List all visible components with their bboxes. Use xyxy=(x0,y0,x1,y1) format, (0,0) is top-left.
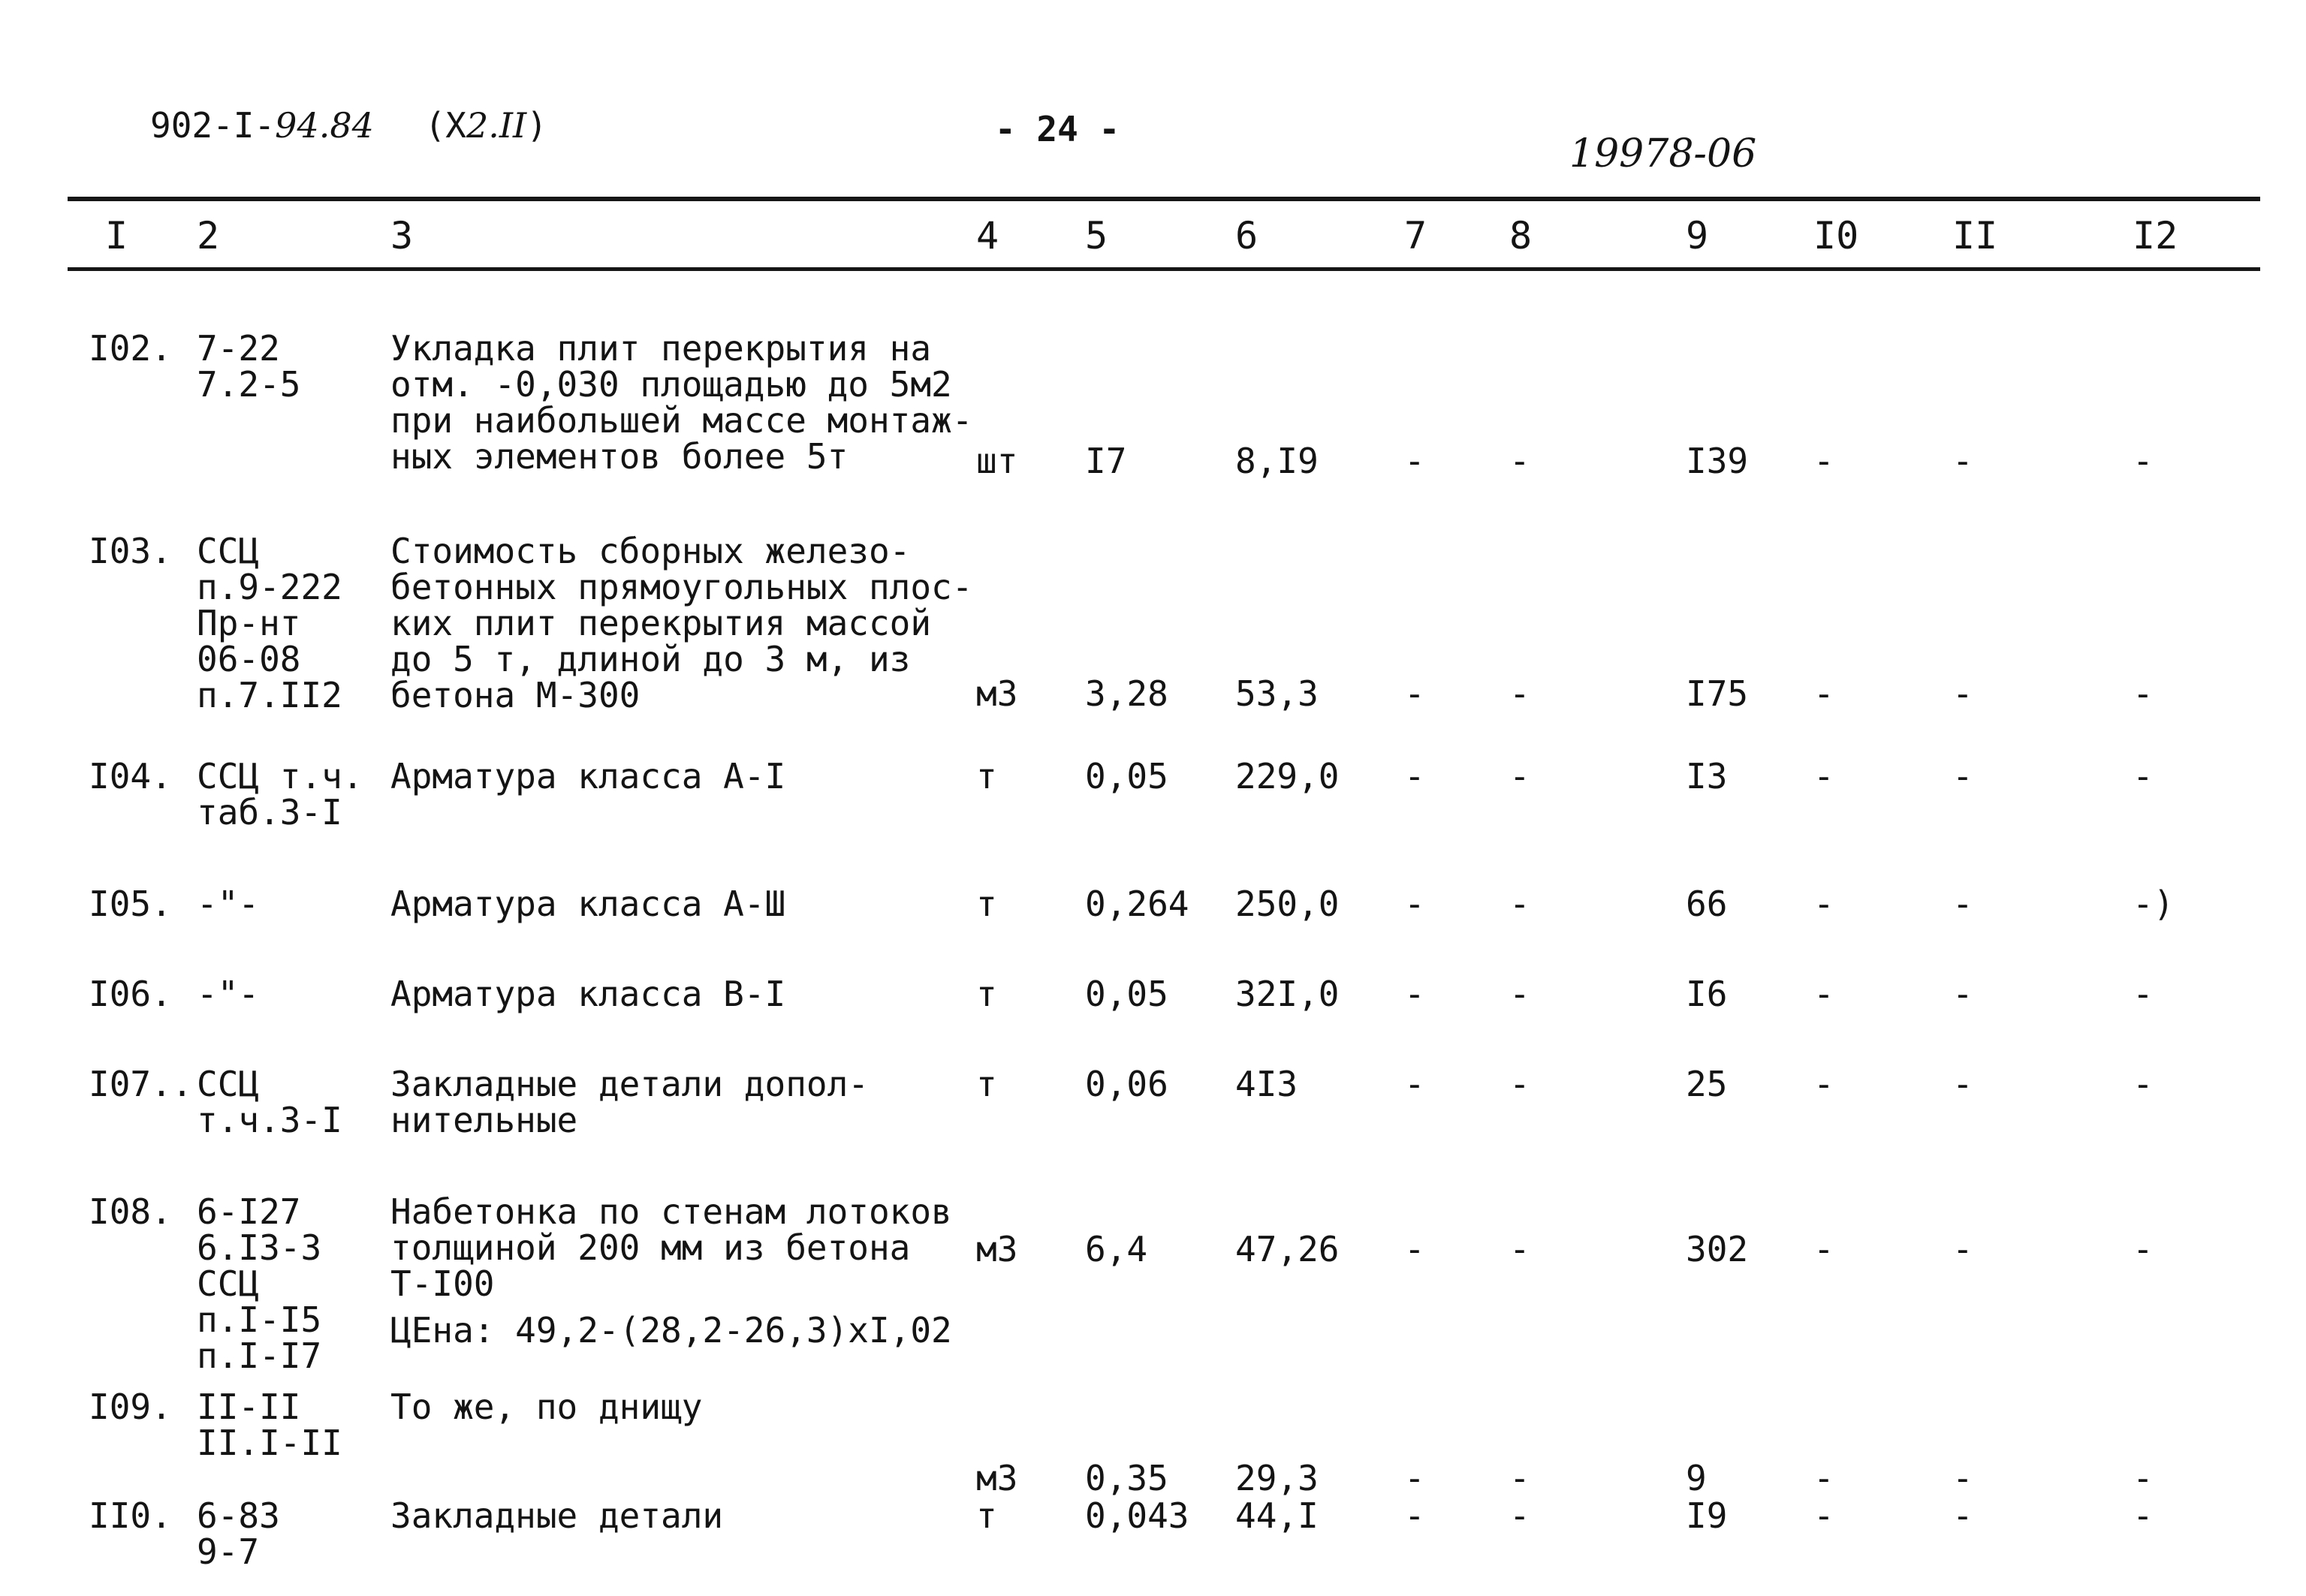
quantity: 0,35 xyxy=(1085,1458,1168,1498)
work-description-line: Арматура класса А-Ш xyxy=(390,884,786,924)
total-cost: 302 xyxy=(1686,1229,1749,1269)
norm-reference-line: II.I-II xyxy=(197,1423,342,1463)
norm-reference-line: II-II xyxy=(197,1387,301,1427)
doc-section-printed: (X xyxy=(424,105,466,146)
quantity: 0,05 xyxy=(1085,756,1168,796)
column-header-2: 2 xyxy=(197,214,220,257)
col10-value: - xyxy=(1813,1495,1834,1536)
norm-reference-line: 6-83 xyxy=(197,1495,280,1536)
col11-value: - xyxy=(1952,1495,1973,1536)
col10-value: - xyxy=(1813,884,1834,924)
col12-value: - xyxy=(2133,441,2154,481)
col11-value: - xyxy=(1952,974,1973,1014)
unit: т xyxy=(976,756,997,796)
col10-value: - xyxy=(1813,1458,1834,1498)
quantity: 0,043 xyxy=(1085,1495,1189,1536)
quantity: 0,05 xyxy=(1085,974,1168,1014)
work-description-line: Т-I00 xyxy=(390,1263,495,1304)
doc-code-handwritten: 94.84 xyxy=(275,105,374,146)
col10-value: - xyxy=(1813,974,1834,1014)
col12-value: - xyxy=(2133,756,2154,796)
norm-reference-line: ССЦ xyxy=(197,531,260,571)
column-header-5: 5 xyxy=(1085,214,1108,257)
work-description-line: Арматура класса В-I xyxy=(390,974,786,1014)
row-number: II0. xyxy=(89,1495,172,1536)
norm-reference-line: -"- xyxy=(197,974,260,1014)
unit-price: 29,3 xyxy=(1235,1458,1319,1498)
norm-reference-line: ССЦ xyxy=(197,1064,260,1104)
column-header-1: I xyxy=(105,214,128,257)
unit: м3 xyxy=(976,1229,1018,1269)
norm-reference-line: 9-7 xyxy=(197,1531,260,1572)
col11-value: - xyxy=(1952,1229,1973,1269)
norm-reference-line: т.ч.3-I xyxy=(197,1100,342,1140)
col11-value: - xyxy=(1952,756,1973,796)
unit: т xyxy=(976,1064,997,1104)
norm-reference-line: -"- xyxy=(197,884,260,924)
norm-reference-line: ССЦ xyxy=(197,1263,260,1304)
col8-value: - xyxy=(1509,1229,1530,1269)
quantity: 6,4 xyxy=(1085,1229,1148,1269)
col7-value: - xyxy=(1404,673,1425,714)
work-description-line: нительные xyxy=(390,1100,578,1140)
norm-reference xyxy=(197,886,259,922)
unit: т xyxy=(976,974,997,1014)
work-description-line: Закладные детали xyxy=(390,1495,724,1536)
work-description-line: толщиной 200 мм из бетона xyxy=(390,1227,911,1268)
work-description xyxy=(390,758,785,794)
work-description xyxy=(390,1495,724,1536)
norm-reference-line: таб.3-I xyxy=(197,792,342,833)
total-cost: I6 xyxy=(1686,974,1728,1014)
norm-reference-line: 6.I3-3 xyxy=(197,1227,322,1268)
row-number: I09. xyxy=(89,1387,172,1427)
unit: т xyxy=(976,1495,997,1536)
col12-value: - xyxy=(2133,974,2154,1014)
doc-section-handwritten: 2.II xyxy=(466,105,527,146)
norm-reference-line: п.I-I5 xyxy=(197,1299,322,1340)
col7-value: - xyxy=(1404,1064,1425,1104)
header-bottom-rule xyxy=(68,267,2260,271)
unit-price: 53,3 xyxy=(1235,673,1319,714)
top-rule xyxy=(68,197,2260,201)
work-description-line: Набетонка по стенам лотоков xyxy=(390,1191,952,1232)
col8-value: - xyxy=(1509,1458,1530,1498)
column-header-3: 3 xyxy=(390,214,414,257)
col8-value: - xyxy=(1509,756,1530,796)
row-number: I05. xyxy=(89,884,172,924)
unit-price: 229,0 xyxy=(1235,756,1340,796)
work-description-line: Стоимость сборных железо- xyxy=(390,531,911,571)
norm-reference xyxy=(197,1495,280,1572)
norm-reference-line: 7.2-5 xyxy=(197,364,301,405)
col12-value: - xyxy=(2133,1458,2154,1498)
quantity: 0,06 xyxy=(1085,1064,1168,1104)
norm-reference xyxy=(197,328,301,405)
doc-code xyxy=(150,105,547,146)
quantity: 0,264 xyxy=(1085,884,1189,924)
col10-value: - xyxy=(1813,673,1834,714)
work-description-line: Закладные детали допол- xyxy=(390,1064,869,1104)
total-cost: I75 xyxy=(1686,673,1749,714)
total-cost: I9 xyxy=(1686,1495,1728,1536)
column-header-10: I0 xyxy=(1813,214,1859,257)
col11-value: - xyxy=(1952,673,1973,714)
col10-value: - xyxy=(1813,441,1834,481)
col8-value: - xyxy=(1509,884,1530,924)
work-description-line: Арматура класса А-I xyxy=(390,756,786,796)
col8-value: - xyxy=(1509,673,1530,714)
register-number: 19978-06 xyxy=(1569,131,1757,176)
norm-reference-line: 7-22 xyxy=(197,328,280,369)
column-header-4: 4 xyxy=(976,214,999,257)
quantity: 3,28 xyxy=(1085,673,1168,714)
column-header-12: I2 xyxy=(2133,214,2178,257)
unit-price: 47,26 xyxy=(1235,1229,1340,1269)
col11-value: - xyxy=(1952,441,1973,481)
col10-value: - xyxy=(1813,1064,1834,1104)
work-description xyxy=(390,886,785,922)
col7-value: - xyxy=(1404,1229,1425,1269)
total-cost: 66 xyxy=(1686,884,1728,924)
column-header-11: II xyxy=(1952,214,1998,257)
work-description-line: до 5 т, длиной до 3 м, из xyxy=(390,639,911,679)
col12-value: - xyxy=(2133,1064,2154,1104)
work-description-line: при наибольшей массе монтаж- xyxy=(390,400,973,441)
col8-value: - xyxy=(1509,974,1530,1014)
col8-value: - xyxy=(1509,441,1530,481)
column-header-7: 7 xyxy=(1404,214,1427,257)
unit-price: 8,I9 xyxy=(1235,441,1319,481)
col11-value: - xyxy=(1952,884,1973,924)
col8-value: - xyxy=(1509,1495,1530,1536)
norm-reference-line: 06-08 xyxy=(197,639,301,679)
doc-code-printed: 902-I- xyxy=(150,105,276,146)
norm-reference xyxy=(197,976,259,1012)
col7-value: - xyxy=(1404,1495,1425,1536)
price-calculation-note: ЦЕна: 49,2-(28,2-26,3)хI,02 xyxy=(390,1310,952,1351)
row-number: I06. xyxy=(89,974,172,1014)
total-cost: I39 xyxy=(1686,441,1749,481)
column-header-8: 8 xyxy=(1509,214,1533,257)
doc-section-close: ) xyxy=(526,105,547,146)
col10-value: - xyxy=(1813,756,1834,796)
work-description-line: отм. -0,030 площадью до 5м2 xyxy=(390,364,952,405)
col11-value: - xyxy=(1952,1458,1973,1498)
norm-reference-line: 6-I27 xyxy=(197,1191,301,1232)
work-description xyxy=(390,533,972,713)
norm-reference xyxy=(197,756,363,833)
row-number: I03. xyxy=(89,531,172,571)
column-header-6: 6 xyxy=(1235,214,1259,257)
work-description xyxy=(390,1066,869,1138)
unit-price: 32I,0 xyxy=(1235,974,1340,1014)
work-description-line: бетонных прямоугольных плос- xyxy=(390,567,973,607)
row-number: I07.. xyxy=(89,1064,193,1104)
col12-value: -) xyxy=(2133,884,2175,924)
col7-value: - xyxy=(1404,756,1425,796)
col10-value: - xyxy=(1813,1229,1834,1269)
col7-value: - xyxy=(1404,441,1425,481)
work-description-line: То же, по днищу xyxy=(390,1387,703,1427)
total-cost: 25 xyxy=(1686,1064,1728,1104)
unit-price: 4I3 xyxy=(1235,1064,1298,1104)
col7-value: - xyxy=(1404,1458,1425,1498)
work-description xyxy=(390,976,785,1012)
norm-reference xyxy=(197,1389,342,1461)
norm-reference-line: п.9-222 xyxy=(197,567,342,607)
work-description xyxy=(390,1191,952,1351)
col12-value: - xyxy=(2133,673,2154,714)
unit: м3 xyxy=(976,673,1018,714)
unit: м3 xyxy=(976,1458,1018,1498)
norm-reference-line: Пр-нт xyxy=(197,603,301,643)
col8-value: - xyxy=(1509,1064,1530,1104)
work-description-line: бетона М-300 xyxy=(390,675,641,715)
norm-reference-line: ССЦ т.ч. xyxy=(197,756,363,796)
norm-reference xyxy=(197,1191,322,1376)
norm-reference-line: п.7.II2 xyxy=(197,675,342,715)
norm-reference xyxy=(197,533,342,713)
total-cost: 9 xyxy=(1686,1458,1707,1498)
unit-price: 44,I xyxy=(1235,1495,1319,1536)
col7-value: - xyxy=(1404,974,1425,1014)
page-number: - 24 - xyxy=(995,109,1120,149)
col12-value: - xyxy=(2133,1495,2154,1536)
col12-value: - xyxy=(2133,1229,2154,1269)
norm-reference xyxy=(197,1066,342,1138)
unit: шт xyxy=(976,441,1018,481)
col7-value: - xyxy=(1404,884,1425,924)
row-number: I04. xyxy=(89,756,172,796)
total-cost: I3 xyxy=(1686,756,1728,796)
unit: т xyxy=(976,884,997,924)
work-description-line: ких плит перекрытия массой xyxy=(390,603,932,643)
col11-value: - xyxy=(1952,1064,1973,1104)
column-header-9: 9 xyxy=(1686,214,1709,257)
unit-price: 250,0 xyxy=(1235,884,1340,924)
work-description-line: ных элементов более 5т xyxy=(390,436,849,477)
work-description-line: Укладка плит перекрытия на xyxy=(390,328,932,369)
quantity: I7 xyxy=(1085,441,1127,481)
work-description xyxy=(390,1389,702,1425)
work-description xyxy=(390,328,973,477)
norm-reference-line: п.I-I7 xyxy=(197,1336,322,1376)
row-number: I02. xyxy=(89,328,172,369)
row-number: I08. xyxy=(89,1191,172,1232)
